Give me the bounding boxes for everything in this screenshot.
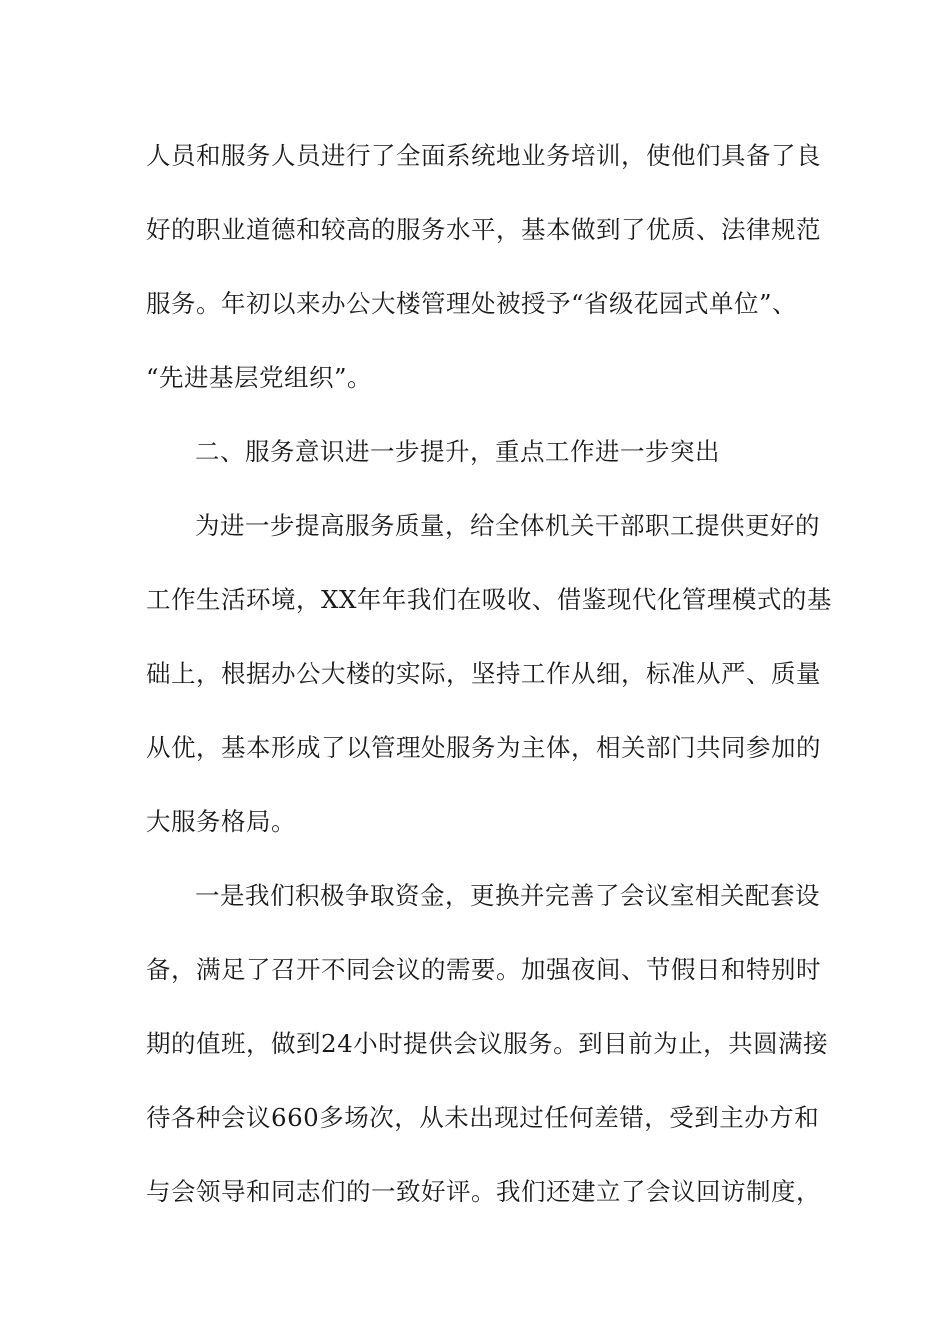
section-heading: 二、服务意识进一步提升，重点工作进一步突出	[195, 437, 720, 466]
document-body	[146, 130, 832, 1218]
text-line: 备，满足了召开不同会议的需要。加强夜间、节假日和特别时	[146, 955, 821, 984]
text-line: 从优，基本形成了以管理处服务为主体，相关部门共同参加的	[146, 733, 821, 762]
text-line: 与会领导和同志们的一致好评。我们还建立了会议回访制度，	[146, 1177, 821, 1206]
text-line: 为进一步提高服务质量，给全体机关干部职工提供更好的	[195, 511, 820, 540]
text-line: 好的职业道德和较高的服务水平，基本做到了优质、法律规范	[146, 215, 821, 244]
text-line: 工作生活环境，XX年年我们在吸收、借鉴现代化管理模式的基	[146, 585, 832, 614]
text-line: 础上，根据办公大楼的实际，坚持工作从细，标准从严、质量	[146, 659, 821, 688]
text-line: 待各种会议660多场次，从未出现过任何差错，受到主办方和	[146, 1103, 820, 1132]
text-line: 大服务格局。	[146, 807, 296, 836]
text-line: 服务。年初以来办公大楼管理处被授予“省级花园式单位”、	[146, 289, 798, 318]
text-line: 一是我们积极争取资金，更换并完善了会议室相关配套设	[195, 881, 820, 910]
text-line: 人员和服务人员进行了全面系统地业务培训，使他们具备了良	[146, 141, 821, 170]
text-line: 期的值班，做到24小时提供会议服务。到目前为止，共圆满接	[146, 1029, 829, 1058]
text-line: “先进基层党组织”。	[146, 363, 373, 392]
